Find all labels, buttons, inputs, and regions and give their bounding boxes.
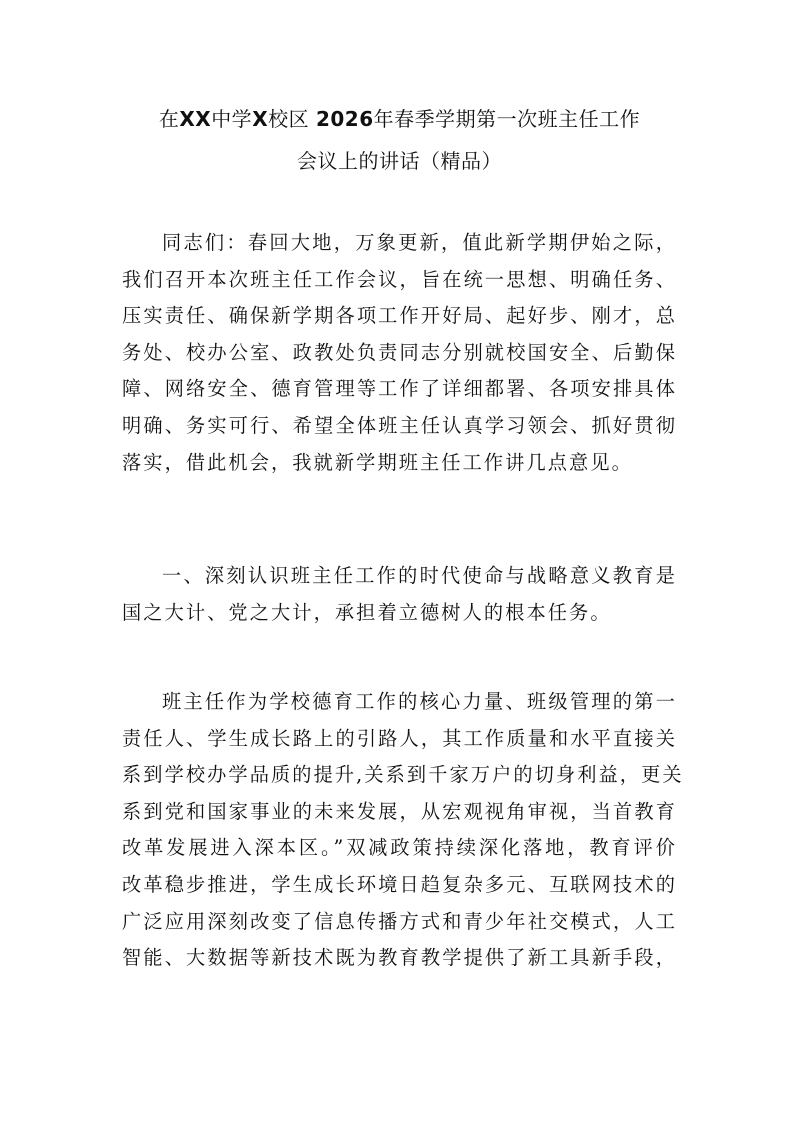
paragraph-line: 系到学校办学品质的提升,关系到千家万户的切身利益，更关 — [122, 763, 684, 787]
paragraph-line: 一、深刻认识班主任工作的时代使命与战略意义教育是 — [162, 564, 677, 587]
title-fragment: 校区 — [268, 107, 316, 131]
paragraph-line: 落实，借此机会，我就新学期班主任工作讲几点意见。 — [122, 450, 633, 474]
paragraph-line: 同志们：春回大地，万象更新，值此新学期伊始之际， — [162, 231, 677, 254]
paragraph-line: 智能、大数据等新技术既为教育教学提供了新工具新手段， — [122, 946, 677, 970]
title-fragment-bold: XX — [179, 107, 212, 131]
paragraph-line: 班主任作为学校德育工作的核心力量、班级管理的第一 — [162, 690, 677, 713]
title-fragment-bold: X — [252, 107, 269, 131]
paragraph-section-1 — [122, 558, 677, 631]
paragraph-opening — [122, 225, 677, 481]
document-title — [112, 98, 687, 182]
paragraph-line: 我们召开本次班主任工作会议，旨在统一思想、明确任务、 — [122, 267, 677, 291]
title-fragment: 中学 — [211, 107, 253, 131]
paragraph-line: 责任人、学生成长路上的引路人，其工作质量和水平直接关 — [122, 726, 677, 750]
paragraph-line: 广泛应用深刻改变了信息传播方式和青少年社交模式，人工 — [122, 909, 677, 933]
title-fragment: 在 — [158, 107, 180, 131]
paragraph-line: 务处、校办公室、政教处负责同志分别就校国安全、后勤保 — [122, 340, 677, 364]
title-fragment-bold: 2026 — [315, 107, 374, 131]
title-fragment: 年春季学期第一次班主任工作 — [373, 107, 641, 131]
paragraph-line: 国之大计、党之大计，承担着立德树人的根本任务。 — [122, 600, 612, 624]
paragraph-line: 压实责任、确保新学期各项工作开好局、起好步、刚才，总 — [122, 304, 677, 328]
paragraph-line: 改革稳步推进，学生成长环境日趋复杂多元、互联网技术的 — [122, 872, 677, 896]
paragraph-line: 系到党和国家事业的未来发展，从宏观视角审视，当首教育 — [122, 799, 677, 823]
paragraph-line: 改革发展进入深本区。”双减政策持续深化落地，教育评价 — [122, 836, 677, 860]
title-line-1 — [112, 98, 687, 140]
paragraph-line: 明确、务实可行、希望全体班主任认真学习领会、抓好贯彻 — [122, 413, 677, 437]
paragraph-line: 障、网络安全、德育管理等工作了详细都署、各项安排具体 — [122, 377, 677, 401]
paragraph-body — [122, 684, 684, 977]
title-line-2: 会议上的讲话（精品） — [297, 149, 502, 173]
